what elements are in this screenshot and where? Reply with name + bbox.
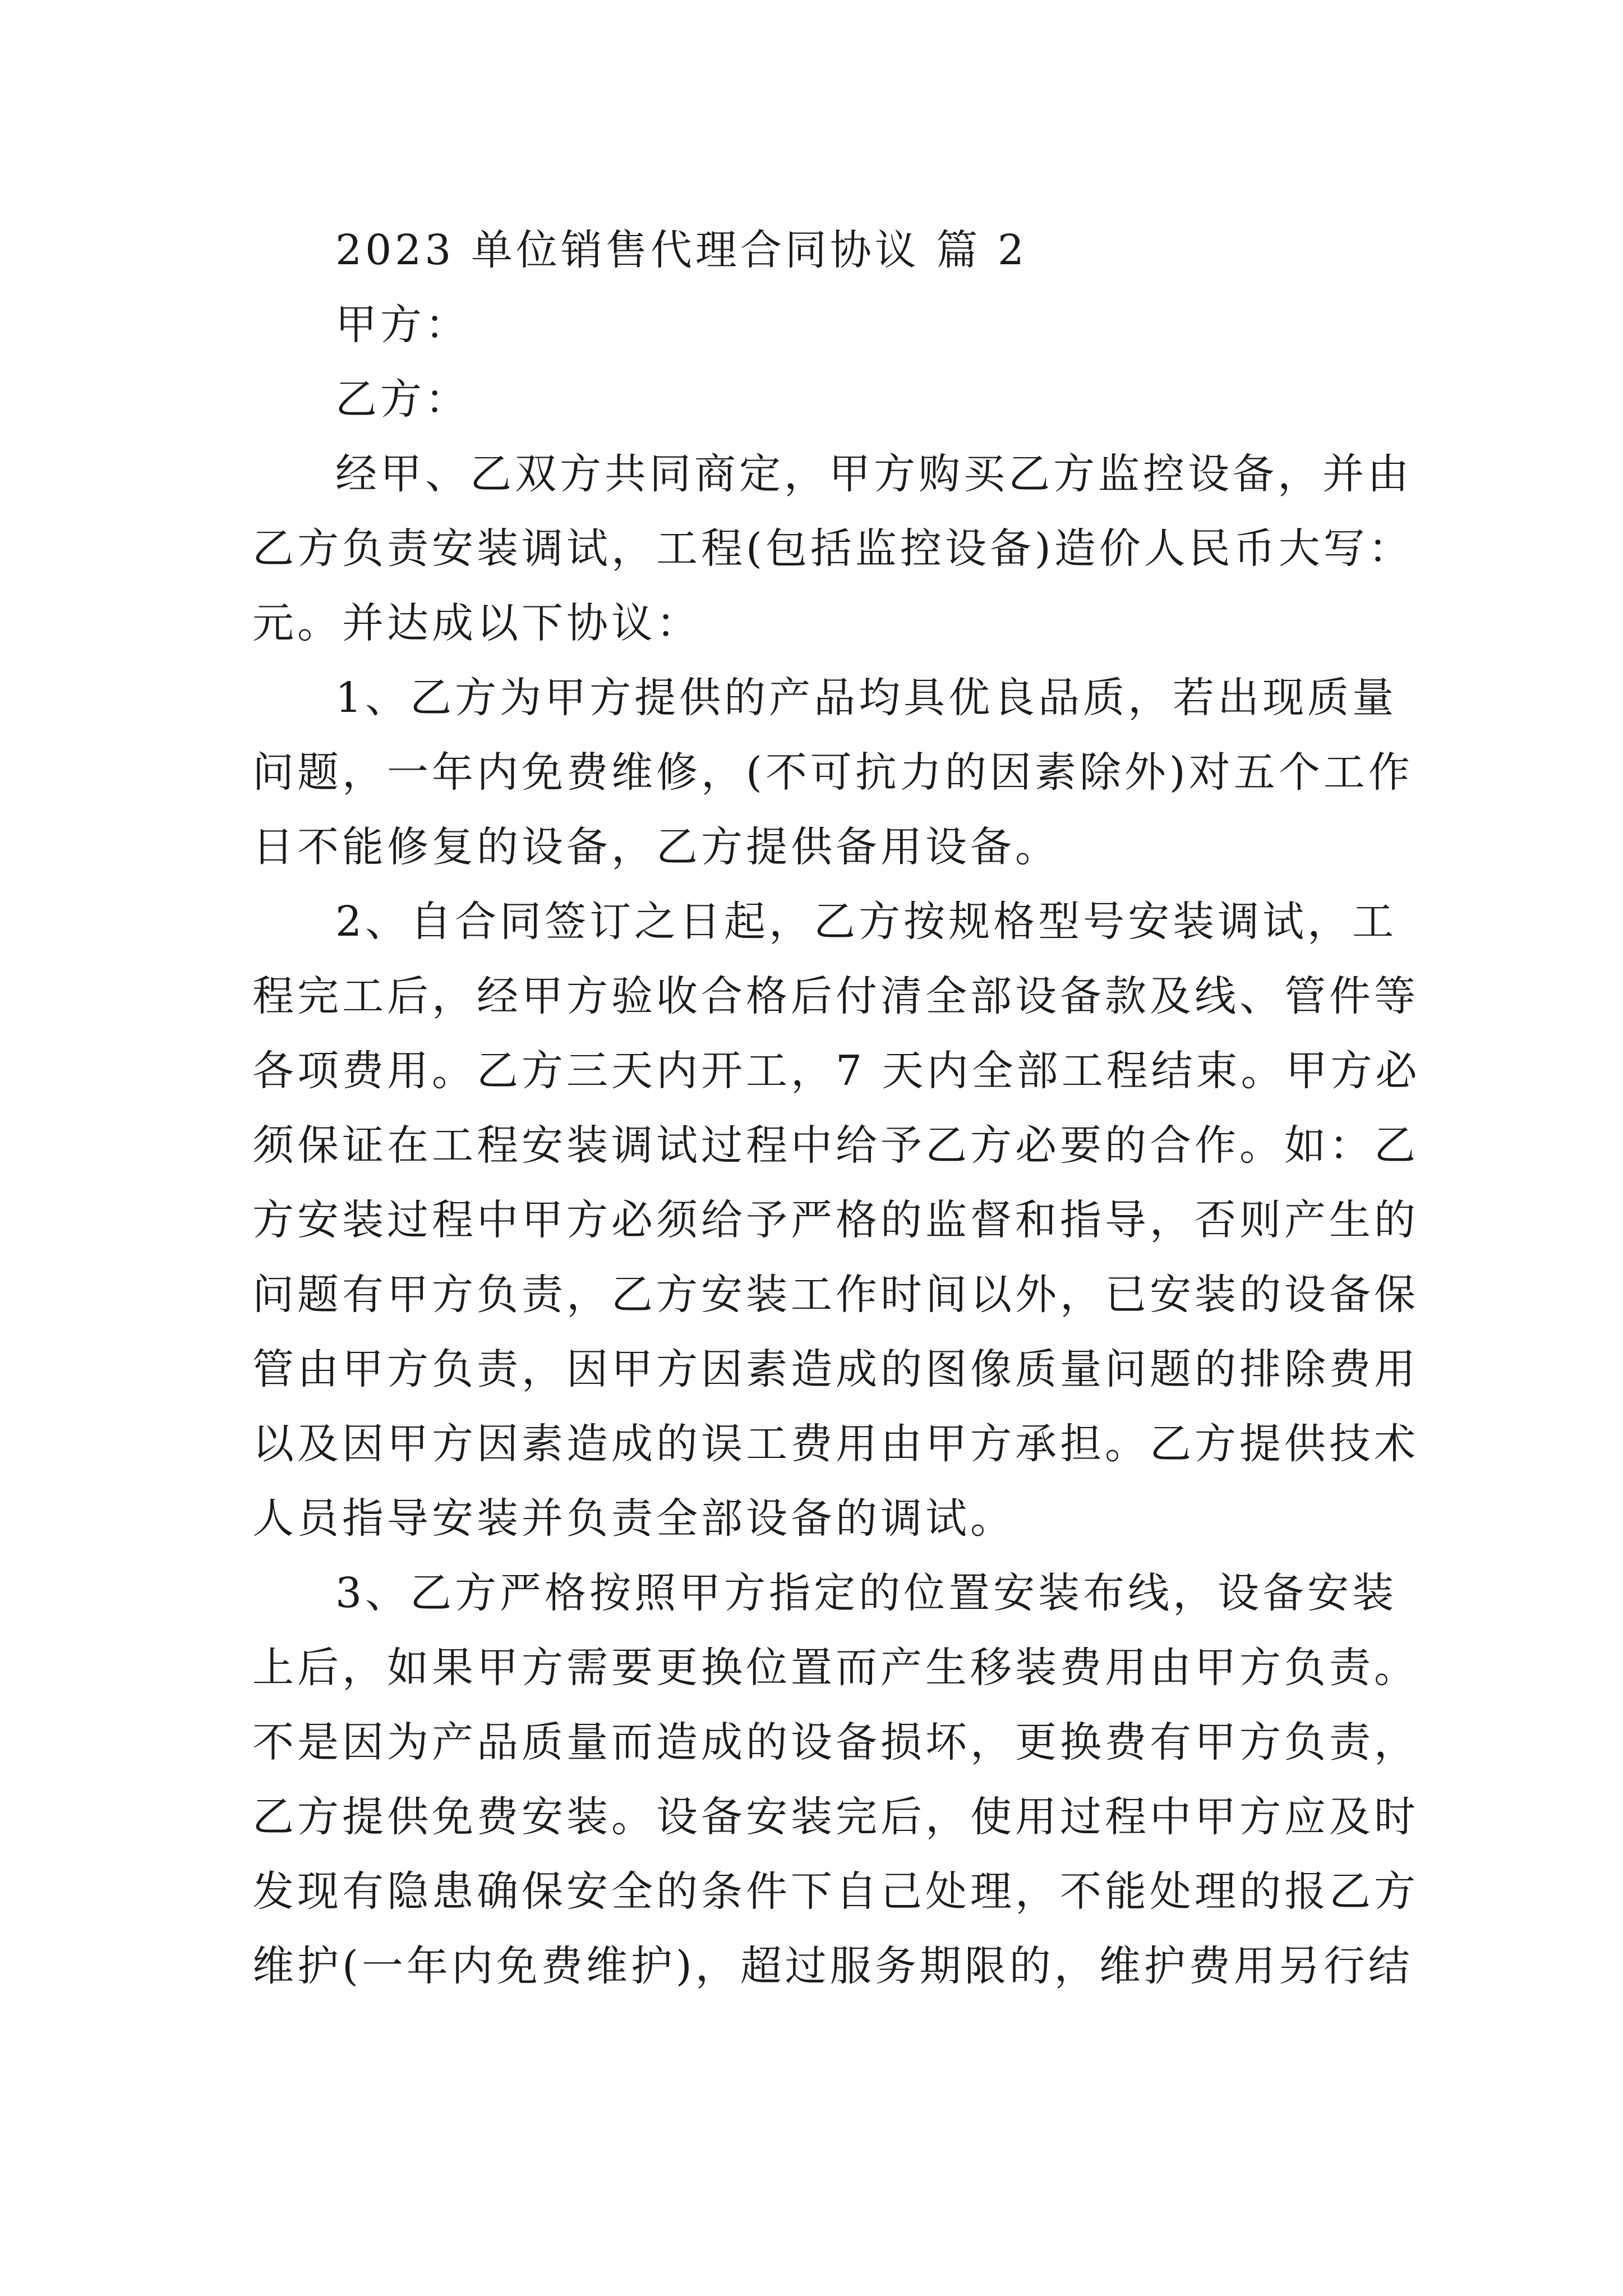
paragraph-line: 以及因甲方因素造成的误工费用由甲方承担。乙方提供技术 — [252, 1420, 1419, 1468]
paragraph-line: 1、乙方为甲方提供的产品均具优良品质，若出现质量 — [335, 674, 1398, 722]
paragraph-line: 各项费用。乙方三天内开工，7 天内全部工程结束。甲方必 — [252, 1047, 1421, 1095]
paragraph-intro — [252, 437, 1413, 661]
document-title: 2023 单位销售代理合同协议 篇 2 — [335, 226, 1027, 274]
party-b-label: 乙方： — [335, 375, 470, 424]
paragraph-line: 上后，如果甲方需要更换位置而产生移装费用由甲方负责。 — [252, 1644, 1419, 1692]
paragraph-line: 人员指导安装并负责全部设备的调试。 — [252, 1494, 1015, 1543]
paragraph-line: 维护(一年内免费维护)，超过服务期限的，维护费用另行结 — [252, 1942, 1413, 1990]
paragraph-clause-3 — [252, 1556, 1419, 2004]
document-body — [252, 213, 1421, 2004]
paragraph-line: 乙方负责安装调试，工程(包括监控设备)造价人民币大写： — [252, 524, 1413, 573]
paragraph-line: 乙方提供免费安装。设备安装完后，使用过程中甲方应及时 — [252, 1793, 1419, 1841]
paragraph-line: 3、乙方严格按照甲方指定的位置安装布线，设备安装 — [335, 1569, 1398, 1617]
paragraph-line: 元。并达成以下协议： — [252, 599, 701, 647]
paragraph-line: 管由甲方负责，因甲方因素造成的图像质量问题的排除费用 — [252, 1345, 1419, 1393]
paragraph-line: 须保证在工程安装调试过程中给予乙方必要的合作。如：乙 — [252, 1121, 1419, 1170]
paragraph-line: 经甲、乙双方共同商定，甲方购买乙方监控设备，并由 — [335, 450, 1412, 498]
paragraph-clause-1 — [252, 661, 1413, 885]
paragraph-line: 方安装过程中甲方必须给予严格的监督和指导，否则产生的 — [252, 1196, 1419, 1244]
paragraph-line: 发现有隐患确保安全的条件下自己处理，不能处理的报乙方 — [252, 1867, 1419, 1916]
paragraph-line: 不是因为产品质量而造成的设备损坏，更换费有甲方负责， — [252, 1718, 1419, 1766]
party-a-label: 甲方： — [335, 301, 470, 349]
paragraph-line: 问题有甲方负责，乙方安装工作时间以外，已安装的设备保 — [252, 1271, 1419, 1319]
paragraph-line: 程完工后，经甲方验收合格后付清全部设备款及线、管件等 — [252, 972, 1419, 1020]
paragraph-line: 日不能修复的设备，乙方提供备用设备。 — [252, 823, 1060, 871]
paragraph-line: 问题，一年内免费维修，(不可抗力的因素除外)对五个工作 — [252, 748, 1413, 797]
paragraph-line: 2、自合同签订之日起，乙方按规格型号安装调试，工 — [335, 898, 1398, 946]
paragraph-clause-2 — [252, 885, 1421, 1556]
